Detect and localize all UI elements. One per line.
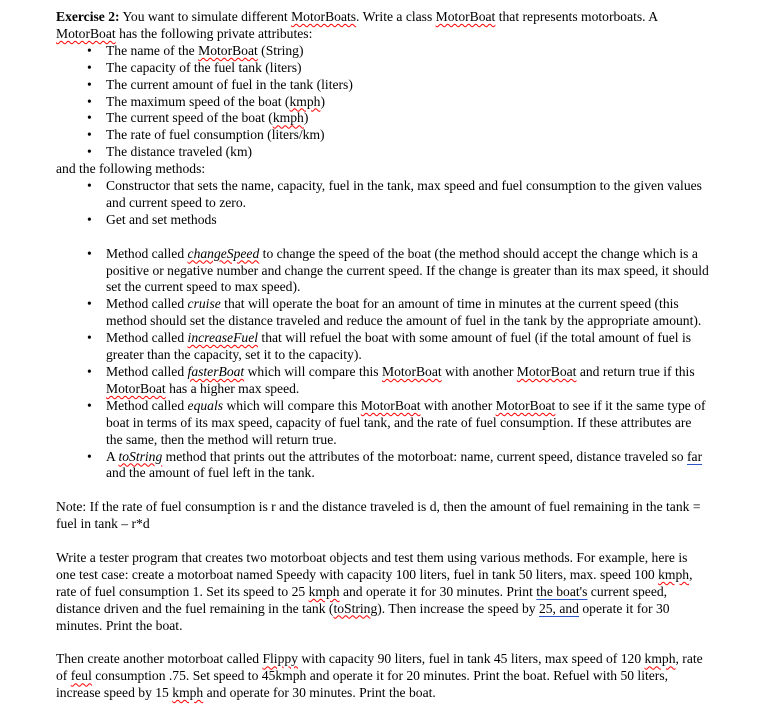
text-run: , rate of — [56, 651, 707, 684]
text-run: and the following methods: — [56, 161, 206, 177]
text-run: which will compare this — [223, 397, 361, 413]
text-run: method that prints out the attributes of the motorboat: name, current speed, distance traveled so — [162, 448, 688, 464]
misspelled-word: MotorBoat — [516, 364, 577, 380]
text-run: Note: If the rate of fuel consumption is r and the distance traveled is d, then the amount of fuel remaining in the tank = fuel in tank – r*d — [56, 499, 704, 532]
misspelled-word: increaseFuel — [187, 330, 259, 346]
misspelled-word: MotorBoats — [291, 9, 357, 24]
text-run: Then create another motorboat called — [56, 651, 263, 667]
bullet-item — [106, 127, 710, 144]
text-run: and operate it for 30 minutes. Print — [339, 583, 537, 599]
misspelled-word: Flippy — [262, 651, 298, 667]
text-run: The current amount of fuel in the tank (liters) — [106, 76, 353, 92]
text-run: and operate for 30 minutes. Print the boat. — [203, 685, 436, 701]
misspelled-word: MotorBoat — [381, 364, 442, 380]
detailed-methods-list — [56, 245, 713, 483]
misspelled-word: kmph — [289, 93, 321, 109]
method-name-italic: cruise — [187, 296, 221, 312]
text-run: that will operate the boat for an amount of time in minutes at the current speed (this method should set the distance traveled and reduce the amount of fuel in the tank by the appropriate amount). — [106, 296, 702, 329]
grammar-flagged-phrase: 25, and — [538, 600, 579, 616]
misspelled-word: MotorBoat — [198, 42, 258, 58]
misspelled-word: toString — [118, 448, 163, 464]
blank-line-2 — [56, 482, 710, 499]
method-name-italic: equals — [187, 397, 224, 413]
text-run: that represents motorboats. A — [495, 9, 661, 24]
blank-line-1 — [56, 229, 710, 246]
bullet-item — [106, 398, 710, 449]
misspelled-word: feul — [70, 668, 92, 684]
misspelled-word: kmph — [658, 566, 690, 582]
text-run: and the amount of fuel left in the tank. — [106, 448, 706, 481]
note-paragraph — [56, 499, 710, 533]
text-run: Method called — [106, 397, 188, 413]
text-run: Get and set methods — [106, 211, 217, 227]
text-run: ). Then increase the speed by — [377, 600, 539, 616]
text-run: Method called — [106, 296, 188, 312]
text-run: with another — [420, 397, 496, 413]
bullet-item — [106, 245, 713, 297]
misspelled-word: kmph — [172, 685, 204, 701]
text-run: The rate of fuel consumption (liters/km) — [106, 127, 325, 143]
bullet-item — [106, 144, 710, 161]
text-run: with capacity 90 liters, fuel in tank 45 liters, max speed of 120 — [297, 651, 645, 667]
text-run: and return true if this — [576, 364, 699, 380]
grammar-flagged-phrase: far — [687, 448, 703, 464]
text-run: The current speed of the boat ( — [106, 110, 273, 126]
text-run: Constructor that sets the name, capacity, fuel in the tank, max speed and fuel consumption to the given values and current speed to zero. — [106, 178, 706, 210]
basic-methods-list — [56, 178, 710, 229]
bullet-item — [106, 94, 710, 111]
bullet-item — [106, 60, 710, 77]
bold-label: Exercise 2: — [56, 9, 120, 24]
bullet-item — [106, 330, 710, 364]
grammar-flagged-phrase: the boat's — [536, 583, 588, 599]
text-run: consumption .75. Set speed to 45kmph and operate it for 20 minutes. Print the boat. Refuel with 50 liters, increase speed by 15 — [56, 668, 672, 701]
text-run: to change the speed of the boat (the method should accept the change which is a positive or negative number and change the current speed. If the change is greater than its max speed, it should set the current speed to max speed). — [106, 245, 713, 295]
bullet-item — [106, 77, 710, 94]
misspelled-word: MotorBoat — [435, 9, 496, 24]
text-run: has the following private attributes: — [115, 25, 313, 41]
misspelled-word: fasterBoat — [187, 364, 245, 380]
tester-paragraph — [56, 550, 710, 635]
text-run: Method called — [106, 364, 188, 380]
text-run: current speed, distance driven and the fuel remaining in the tank ( — [56, 583, 671, 616]
text-run: (String) — [257, 42, 304, 58]
text-run: A — [106, 448, 119, 464]
text-run: You want to simulate different — [119, 9, 292, 24]
misspelled-word: MotorBoat — [56, 25, 116, 41]
attributes-list — [56, 43, 710, 161]
text-run: ) — [303, 110, 309, 126]
text-run: The distance traveled (km) — [106, 144, 253, 160]
text-run: that will refuel the boat with some amount of fuel (if the total amount of fuel is greater than the capacity, set it to the capacity). — [106, 330, 695, 363]
text-run: Method called — [106, 330, 188, 346]
text-run: with another — [441, 364, 517, 380]
misspelled-word: toString — [333, 600, 378, 616]
misspelled-word: kmph — [308, 583, 340, 599]
blank-line-4 — [56, 634, 710, 651]
methods-intro — [56, 161, 710, 178]
bullet-item — [106, 364, 710, 398]
bullet-item — [106, 296, 710, 330]
text-run: has a higher max speed. — [165, 380, 300, 396]
misspelled-word: kmph — [644, 651, 676, 667]
text-run: The name of the — [106, 42, 199, 58]
misspelled-word: MotorBoat — [360, 397, 421, 413]
text-run: to see if it the same type of boat in terms of its max speed, capacity of fuel tank, and the rate of fuel consumption. If these attributes are the same, then the method will return true. — [106, 397, 709, 447]
blank-line-3 — [56, 533, 710, 550]
bullet-item — [106, 110, 710, 127]
text-run: operate it for 30 minutes. Print the boat. — [56, 600, 673, 633]
bullet-item — [106, 178, 710, 212]
text-run: Write a tester program that creates two motorboat objects and test them using various methods. For example, here is one test case: create a motorboat named Speedy with capacity 100 liters, fuel in tank 50 liters, max. speed 100 — [56, 549, 691, 582]
misspelled-word: MotorBoat — [495, 397, 556, 413]
text-run: . Write a class — [356, 9, 436, 24]
flippy-paragraph — [56, 651, 710, 702]
text-run: The maximum speed of the boat ( — [106, 93, 290, 109]
misspelled-word: changeSpeed — [187, 245, 260, 261]
bullet-item — [106, 449, 710, 483]
text-run: ) — [320, 93, 325, 109]
bullet-item — [106, 43, 710, 60]
misspelled-word: MotorBoat — [106, 380, 166, 396]
text-run: Method called — [106, 245, 188, 261]
intro-paragraph — [56, 9, 710, 43]
misspelled-word: kmph — [272, 110, 304, 126]
bullet-item — [106, 212, 710, 229]
text-run: , rate of fuel consumption 1. Set its speed to 25 — [56, 566, 696, 599]
text-run: The capacity of the fuel tank (liters) — [106, 59, 302, 75]
text-run: which will compare this — [244, 364, 382, 380]
